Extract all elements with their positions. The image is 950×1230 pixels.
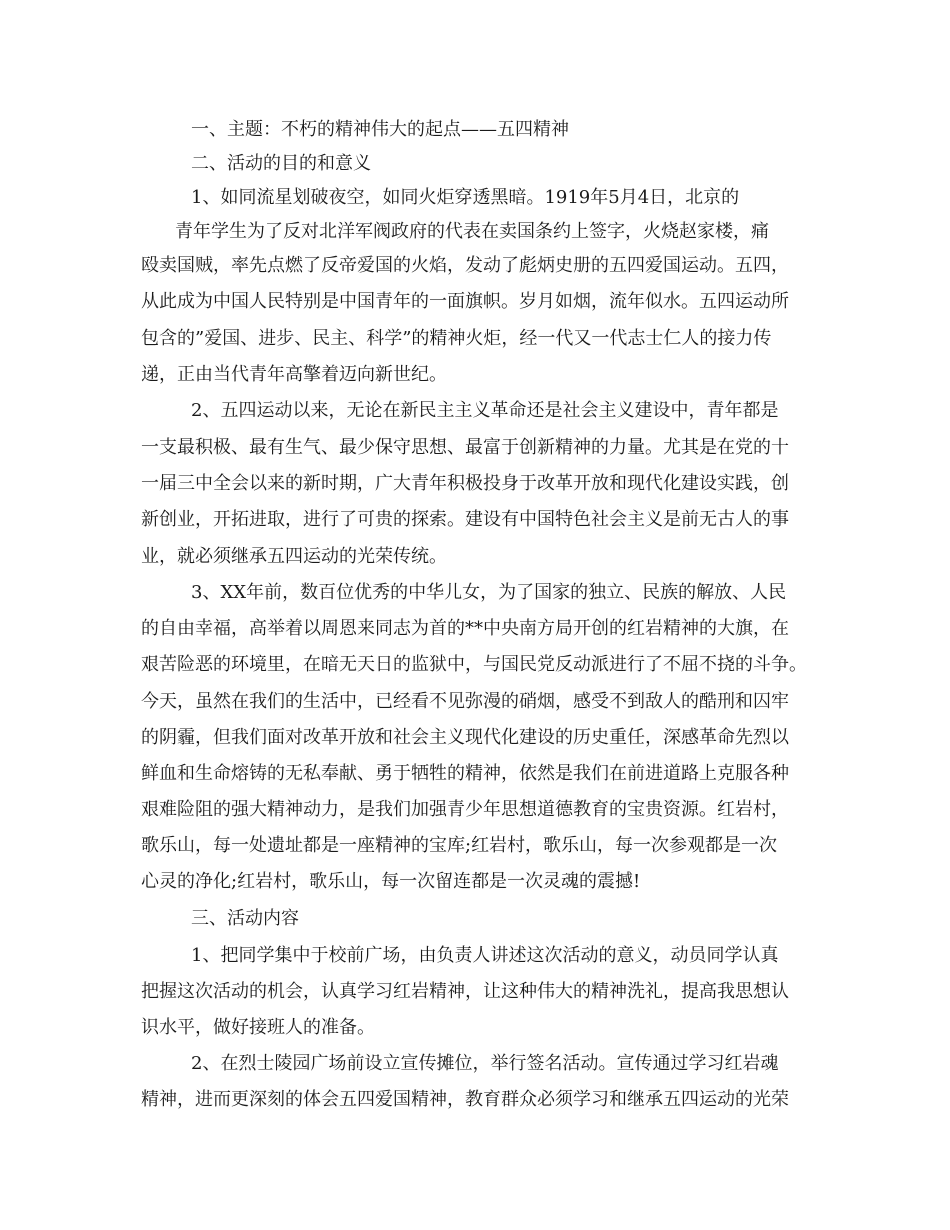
paragraph-line: 今天，虽然在我们的生活中，已经看不见弥漫的硝烟，感受不到敌人的酷刑和囚牢 [141,691,789,712]
paragraph-line: 一支最积极、最有生气、最少保守思想、最富于创新精神的力量。尤其是在党的十 [141,437,789,458]
paragraph-line: 精神，进而更深刻的体会五四爱国精神，教育群众必须学习和继承五四运动的光荣 [141,1089,789,1110]
paragraph-line: 一届三中全会以来的新时期，广大青年积极投身于改革开放和现代化建设实践，创 [141,473,789,494]
paragraph-line: 的阴霾，但我们面对改革开放和社会主义现代化建设的历史重任，深感革命先烈以 [141,727,789,748]
paragraph-line: 青年学生为了反对北洋军阀政府的代表在卖国条约上签字，火烧赵家楼，痛 [175,221,769,242]
paragraph-line: 3、XX年前，数百位优秀的中华儿女，为了国家的独立、民族的解放、人民 [191,582,787,603]
paragraph-line: 的自由幸福，高举着以周恩来同志为首的**中央南方局开创的红岩精神的大旗，在 [141,618,789,639]
paragraph-line: 心灵的净化;红岩村，歌乐山，每一次留连都是一次灵魂的震撼! [141,871,641,892]
paragraph-line: 艰苦险恶的环境里，在暗无天日的监狱中，与国民党反动派进行了不屈不挠的斗争。 [141,654,807,675]
paragraph-line: 殴卖国贼，率先点燃了反帝爱国的火焰，发动了彪炳史册的五四爱国运动。五四， [141,255,789,276]
paragraph-line: 1、把同学集中于校前广场，由负责人讲述这次活动的意义，动员同学认真 [191,945,779,966]
paragraph-line: 包含的”爱国、进步、民主、科学”的精神火炬，经一代又一代志士仁人的接力传 [141,328,772,349]
paragraph-line: 把握这次活动的机会，认真学习红岩精神，让这种伟大的精神洗礼，提高我思想认 [141,981,789,1002]
heading-purpose: 二、活动的目的和意义 [191,153,371,174]
paragraph-line: 2、五四运动以来，无论在新民主主义革命还是社会主义建设中，青年都是 [191,400,779,421]
paragraph-line: 艰难险阻的强大精神动力，是我们加强青少年思想道德教育的宝贵资源。红岩村， [141,799,789,820]
paragraph-line: 2、在烈士陵园广场前设立宣传摊位，举行签名活动。宣传通过学习红岩魂 [191,1053,779,1074]
paragraph-line: 1、如同流星划破夜空，如同火炬穿透黑暗。1919年5月4日，北京的 [191,187,740,208]
paragraph-line: 鲜血和生命熔铸的无私奉献、勇于牺牲的精神，依然是我们在前进道路上克服各种 [141,763,789,784]
paragraph-line: 歌乐山，每一处遗址都是一座精神的宝库;红岩村，歌乐山，每一次参观都是一次 [141,835,778,856]
paragraph-line: 递，正由当代青年高擎着迈向新世纪。 [141,364,447,385]
paragraph-line: 识水平，做好接班人的准备。 [141,1017,375,1038]
paragraph-line: 从此成为中国人民特别是中国青年的一面旗帜。岁月如烟，流年似水。五四运动所 [141,291,789,312]
heading-theme: 一、主题：不朽的精神伟大的起点——五四精神 [191,119,569,140]
paragraph-line: 新创业，开拓进取，进行了可贵的探索。建设有中国特色社会主义是前无古人的事 [141,509,789,530]
heading-content: 三、活动内容 [191,908,299,929]
paragraph-line: 业，就必须继承五四运动的光荣传统。 [141,546,447,567]
